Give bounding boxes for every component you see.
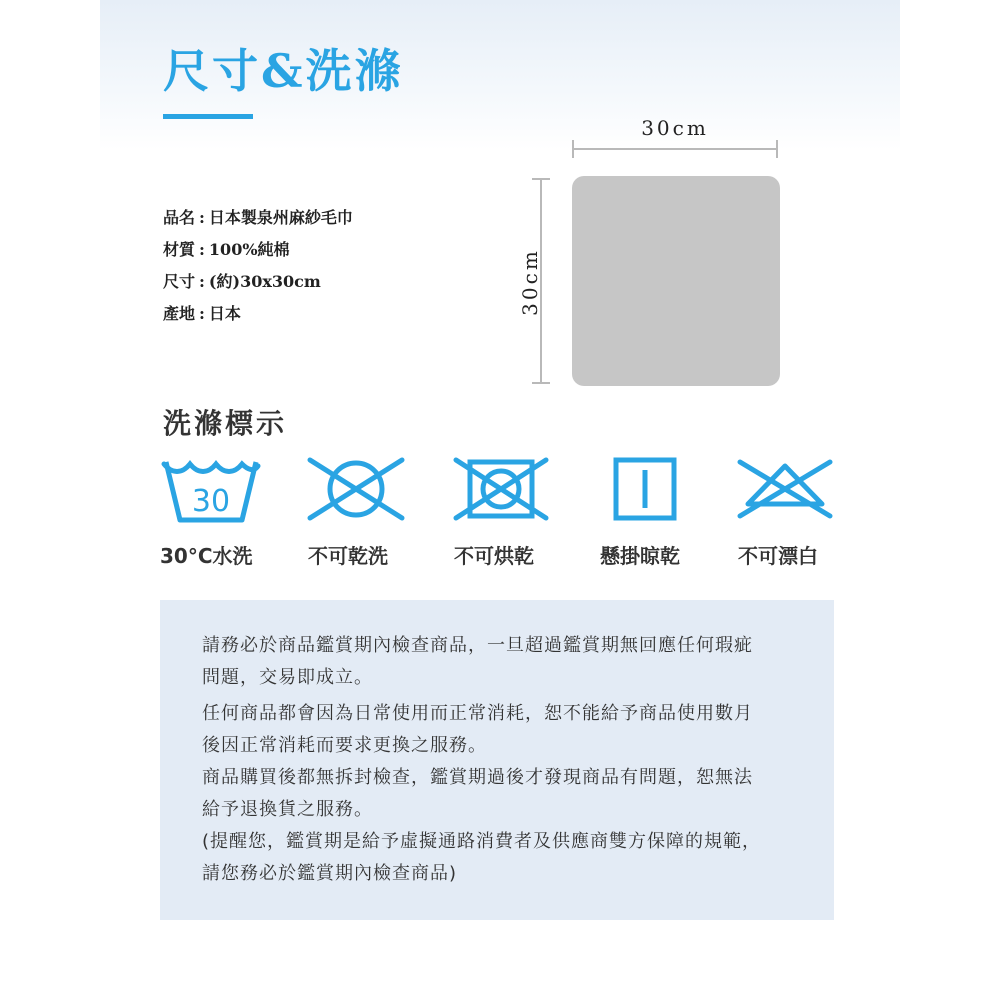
spec-label: 材質 [163, 240, 196, 259]
no-tumble-dry-icon [452, 456, 550, 522]
hang-dry-label: 懸掛晾乾 [600, 544, 680, 568]
wash-care-heading: 洗滌標示 [163, 407, 288, 440]
spec-value: 100%純棉 [208, 240, 290, 259]
notice-line: 請您務必於鑑賞期內檢查商品) [202, 863, 458, 884]
towel-size-illustration [572, 176, 780, 386]
width-dimension-line [572, 148, 778, 150]
height-dimension-label: 30cm [518, 248, 542, 316]
notice-line: 問題，交易即成立。 [202, 667, 373, 688]
spec-list [163, 205, 353, 333]
page-title: 尺寸&洗滌 [163, 44, 404, 98]
spec-separator: : [199, 208, 205, 227]
no-dry-clean-icon [306, 456, 406, 522]
spec-item-size [163, 269, 353, 301]
spec-label: 品名 [163, 208, 196, 227]
spec-label: 產地 [163, 304, 196, 323]
spec-value: 日本 [208, 304, 241, 323]
return-policy-notice [160, 600, 834, 920]
width-dimension-label: 30cm [641, 116, 709, 140]
no-bleach-icon [736, 456, 834, 522]
width-dimension-cap [776, 140, 778, 158]
spec-separator: : [199, 272, 205, 291]
title-underline [163, 114, 253, 119]
spec-item-name [163, 205, 353, 237]
notice-line: 後因正常消耗而要求更換之服務。 [202, 735, 487, 756]
spec-value: 日本製泉州麻紗毛巾 [208, 208, 353, 227]
height-dimension-cap [532, 382, 550, 384]
notice-line: (提醒您，鑑賞期是給予虛擬通路消費者及供應商雙方保障的規範， [202, 831, 762, 852]
notice-line: 給予退換貨之服務。 [202, 799, 373, 820]
width-dimension-cap [572, 140, 574, 158]
no-dry-clean-label: 不可乾洗 [308, 544, 388, 568]
notice-line: 商品購買後都無拆封檢查，鑑賞期過後才發現商品有問題，恕無法 [202, 767, 753, 788]
notice-line: 請務必於商品鑑賞期內檢查商品，一旦超過鑑賞期無回應任何瑕疵 [202, 635, 753, 656]
no-bleach-label: 不可漂白 [738, 544, 818, 568]
hang-dry-icon [612, 456, 678, 522]
wash-temperature: 30 [191, 484, 231, 519]
spec-separator: : [199, 240, 205, 259]
spec-item-origin [163, 301, 353, 333]
spec-item-material [163, 237, 353, 269]
spec-separator: : [199, 304, 205, 323]
notice-line: 任何商品都會因為日常使用而正常消耗，恕不能給予商品使用數月 [202, 703, 753, 724]
wash-30-label: 30°C水洗 [160, 544, 253, 568]
height-dimension-cap [532, 178, 550, 180]
no-tumble-dry-label: 不可烘乾 [454, 544, 534, 568]
wash-30-icon [160, 456, 262, 528]
spec-value: (約)30x30cm [208, 272, 321, 291]
spec-label: 尺寸 [163, 272, 196, 291]
